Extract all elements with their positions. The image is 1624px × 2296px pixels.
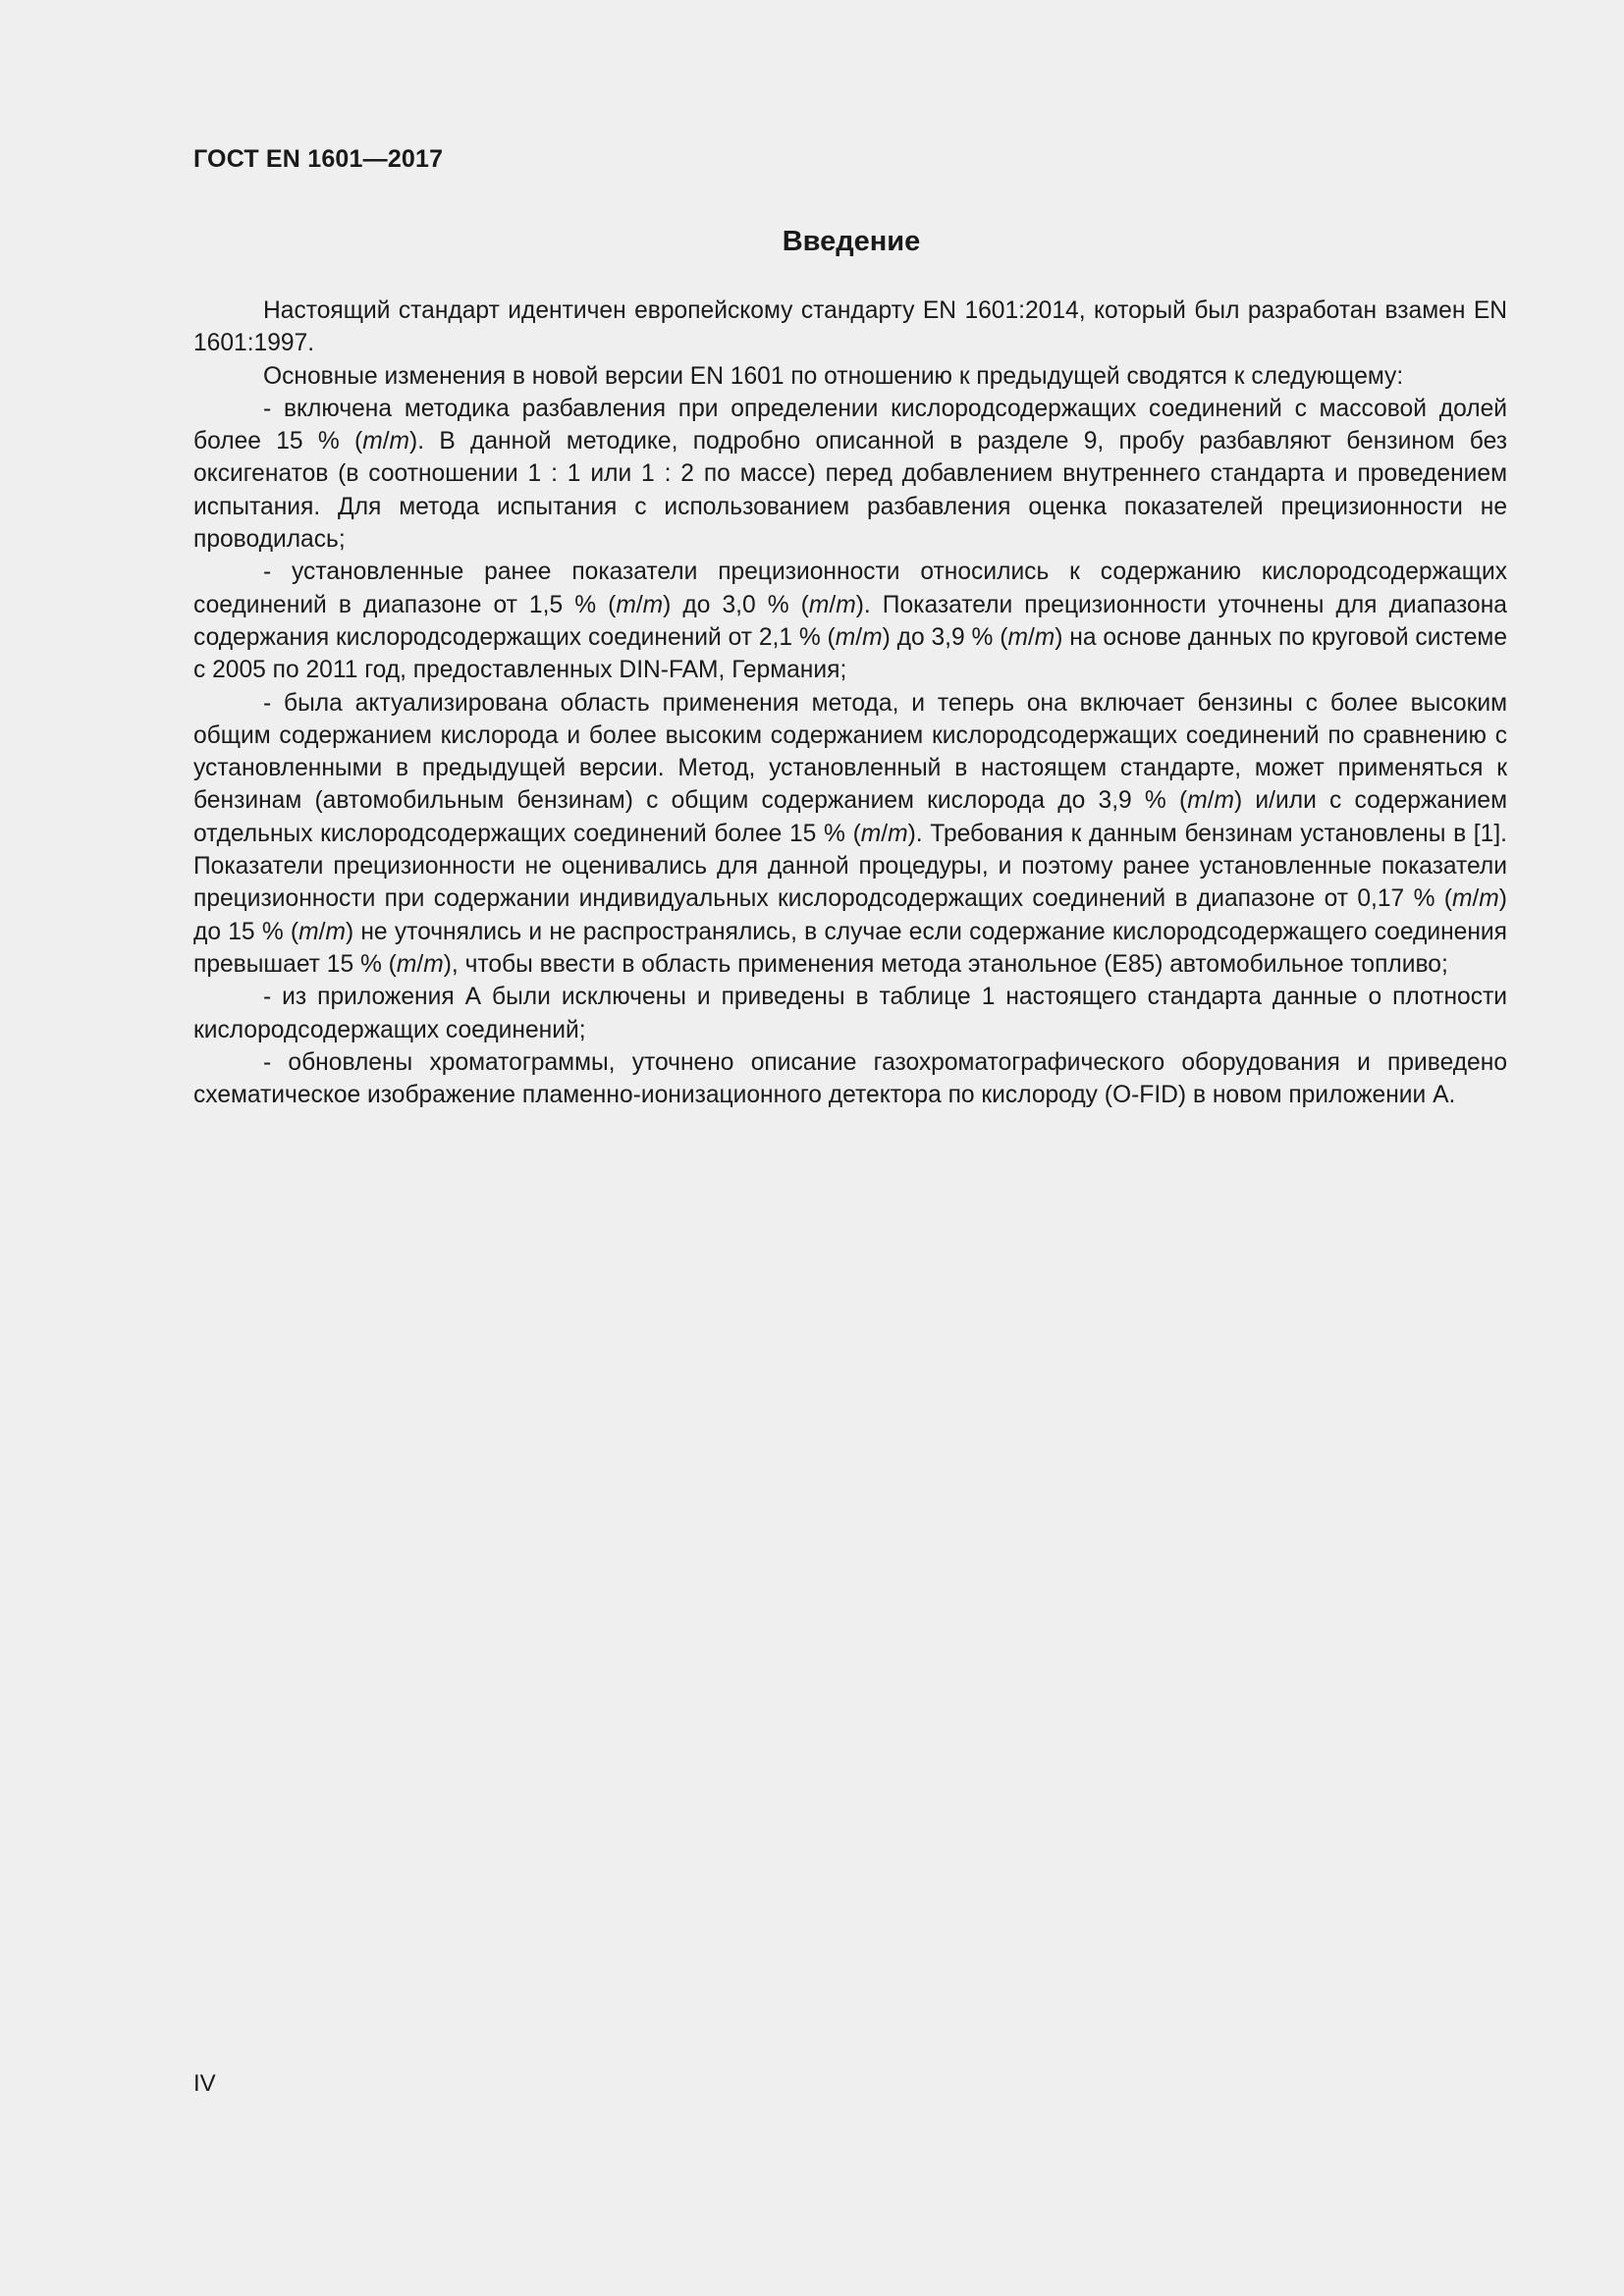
paragraph-4: - установленные ранее показатели прецизионности относились к содержанию кислородсодержащих соединений в диапазоне от 1,5 % (m/m) до 3,0 % (m/m). Показатели прецизионности уточнены для диапазона содержания кислородсодержащих соединений от 2,1 % (m/m) до 3,9 % (m/m) на основе данных по круговой системе с 2005 по 2011 год, предоставленных DIN-FAM, Германия; — [193, 559, 1507, 684]
document-header: ГОСТ EN 1601—2017 — [193, 145, 444, 173]
paragraph-2: Основные изменения в новой версии EN 1601 по отношению к предыдущей сводятся к следующему: — [263, 362, 1404, 390]
section-title: Введение — [782, 226, 921, 257]
paragraph-1: Настоящий стандарт идентичен европейскому стандарту EN 1601:2014, который был разработан взамен EN 1601:1997. — [193, 297, 1507, 357]
paragraph-7: - обновлены хроматограммы, уточнено описание газохроматографического оборудования и приведено схематическое изображение пламенно-ионизационного детектора по кислороду (O-FID) в новом приложении А. — [193, 1048, 1507, 1109]
page-number: IV — [193, 2070, 216, 2097]
paragraph-3: - включена методика разбавления при определении кислородсодержащих соединений с массовой долей более 15 % (m/m). В данной методике, подробно описанной в разделе 9, пробу разбавляют бензином без оксигенатов (в соотношении 1 : 1 или 1 : 2 по массе) перед добавлением внутреннего стандарта и проведением испытания. Для метода испытания с использованием разбавления оценка показателей прецизионности не проводилась; — [193, 395, 1507, 554]
paragraph-5: - была актуализирована область применения метода, и теперь она включает бензины с более высоким общим содержанием кислорода и более высоким содержанием кислородсодержащих соединений по сравнению с установленными в предыдущей версии. Метод, установленный в настоящем стандарте, может применяться к бензинам (автомобильным бензинам) с общим содержанием кислорода до 3,9 % (m/m) и/или с содержанием отдельных кислородсодержащих соединений более 15 % (m/m). Требования к данным бензинам установлены в [1]. Показатели прецизионности не оценивались для данной процедуры, и поэтому ранее установленные показатели прецизионности при содержании индивидуальных кислородсодержащих соединений в диапазоне от 0,17 % (m/m) до 15 % (m/m) не уточнялись и не распространялись, в случае если содержание кислородсодержащего соединения превышает 15 % (m/m), чтобы ввести в область применения метода этанольное (E85) автомобильное топливо; — [193, 689, 1507, 978]
paragraph-6: - из приложения А были исключены и приведены в таблице 1 настоящего стандарта данные о плотности кислородсодержащих соединений; — [193, 984, 1507, 1043]
document-body — [193, 294, 1507, 1111]
